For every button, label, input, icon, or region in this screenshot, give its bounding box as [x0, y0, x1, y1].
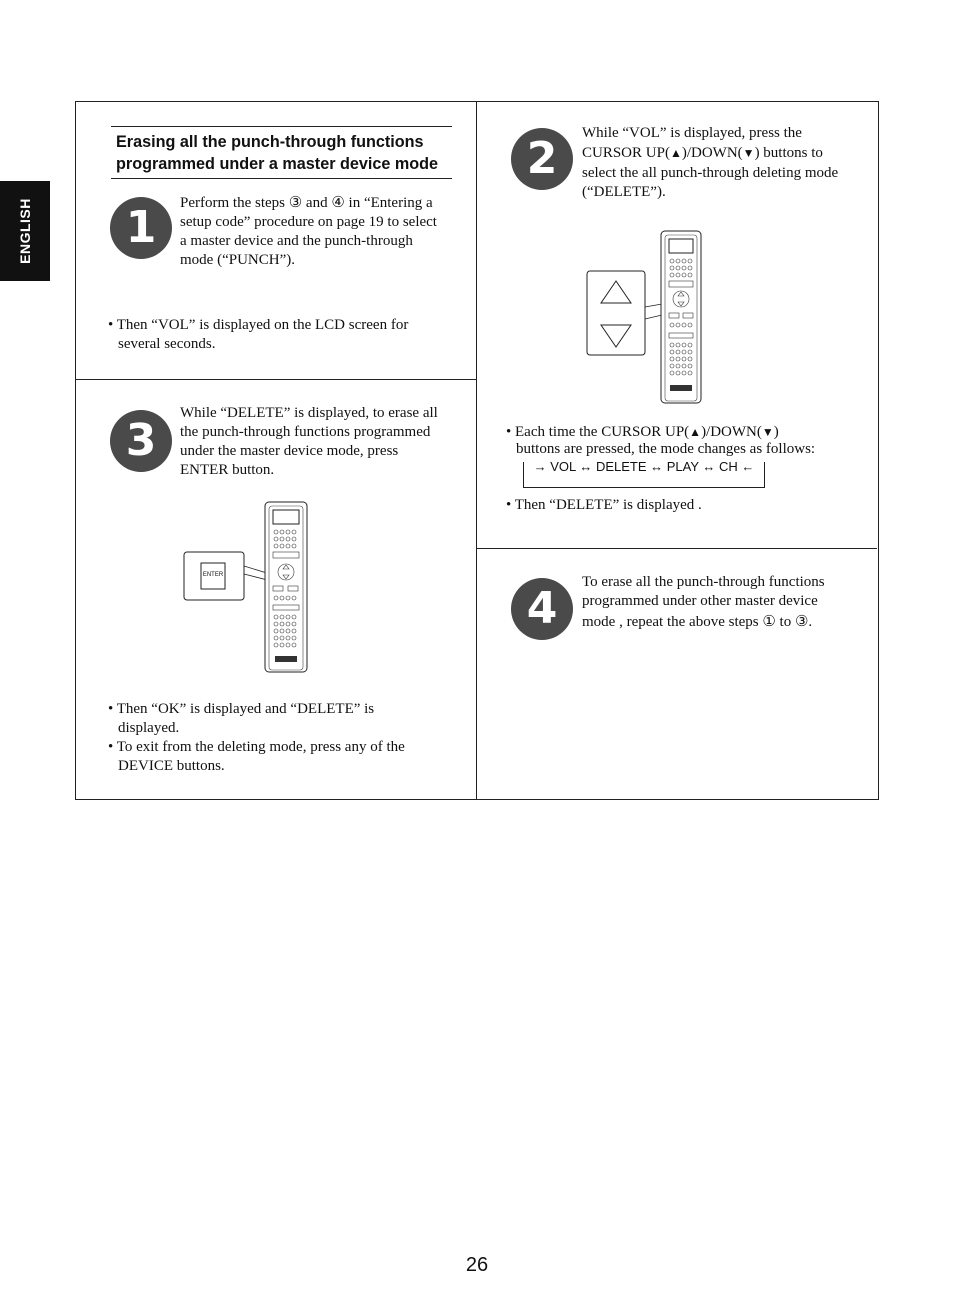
note-line: displayed.: [118, 720, 180, 736]
step-1-badge: 1: [110, 197, 172, 259]
page-number: 26: [465, 1254, 489, 1276]
note-line: DEVICE buttons.: [118, 758, 225, 774]
step-2-line: [582, 143, 838, 164]
note-line: • To exit from the deleting mode, press any of the: [108, 739, 405, 755]
step-2-line-part: ) buttons to: [754, 145, 823, 161]
enter-key-label: ENTER: [202, 572, 224, 578]
step-2-line: (“DELETE”).: [582, 184, 666, 200]
step-3-line: While “DELETE” is displayed, to erase all: [180, 405, 438, 421]
step-3-line: under the master device mode, press: [180, 443, 399, 459]
note-part: )/DOWN(: [701, 424, 762, 440]
step-4-line: mode , repeat the above steps ① to ③.: [582, 614, 813, 630]
language-tab: [0, 181, 50, 281]
section-heading: [111, 126, 452, 179]
step-2-note-1: [506, 423, 815, 459]
note-line: • Then “DELETE” is displayed .: [506, 497, 702, 513]
step-2-line: select the all punch-through deleting mode: [582, 165, 839, 181]
step-4-text: [582, 573, 825, 633]
note-line: • Then “OK” is displayed and “DELETE” is: [108, 701, 375, 717]
step-4-badge: 4: [511, 578, 573, 640]
step-4-line: programmed under other master device: [582, 593, 818, 609]
row-divider-left: [76, 379, 476, 380]
note-line: buttons are pressed, the mode changes as follows:: [516, 441, 816, 457]
cursor-down-icon: ▼: [742, 146, 755, 160]
language-label: ENGLISH: [17, 198, 33, 264]
step-2-text: [582, 124, 838, 202]
step-2-badge: 2: [511, 128, 573, 190]
step-3-badge: 3: [110, 410, 172, 472]
note-part: ): [773, 424, 779, 440]
step-1-line: mode (“PUNCH”).: [180, 252, 295, 268]
note-line: • Then “VOL” is displayed on the LCD screen for: [108, 317, 409, 333]
step-3-text: [180, 404, 438, 480]
row-divider-right: [477, 548, 877, 549]
step-1-line: setup code” procedure on page 19 to select: [180, 214, 437, 230]
mode-sequence-text: → VOL ↔ DELETE ↔ PLAY ↔ CH ←: [524, 460, 764, 474]
heading-line-2: programmed under a master device mode: [116, 155, 439, 173]
cursor-up-icon: ▲: [669, 146, 682, 160]
step-1-line: a master device and the punch-through: [180, 233, 413, 249]
step-3-line: the punch-through functions programmed: [180, 424, 431, 440]
cursor-up-icon: ▲: [689, 425, 702, 439]
note-line: several seconds.: [118, 336, 216, 352]
step-1-line: Perform the steps ③ and ④ in “Entering a: [180, 195, 433, 211]
note-part: • Each time the CURSOR UP(: [506, 424, 690, 440]
step-2-line: While “VOL” is displayed, press the: [582, 125, 802, 141]
cursor-down-icon: ▼: [761, 425, 774, 439]
mode-sequence: [523, 459, 765, 488]
column-divider: [476, 101, 477, 800]
remote-enter-illustration: [183, 500, 309, 674]
remote-cursor-illustration: [585, 229, 705, 405]
heading-line-1: Erasing all the punch-through functions: [116, 133, 424, 151]
step-2-note-2: [506, 496, 702, 515]
step-3-line: ENTER button.: [180, 462, 275, 478]
step-4-line: To erase all the punch-through functions: [582, 574, 825, 590]
step-2-line-part: )/DOWN(: [681, 145, 743, 161]
step-2-line-part: CURSOR UP(: [582, 145, 670, 161]
step-1-text: [180, 194, 437, 270]
step-1-note: [108, 316, 408, 354]
step-3-notes: [108, 700, 405, 776]
